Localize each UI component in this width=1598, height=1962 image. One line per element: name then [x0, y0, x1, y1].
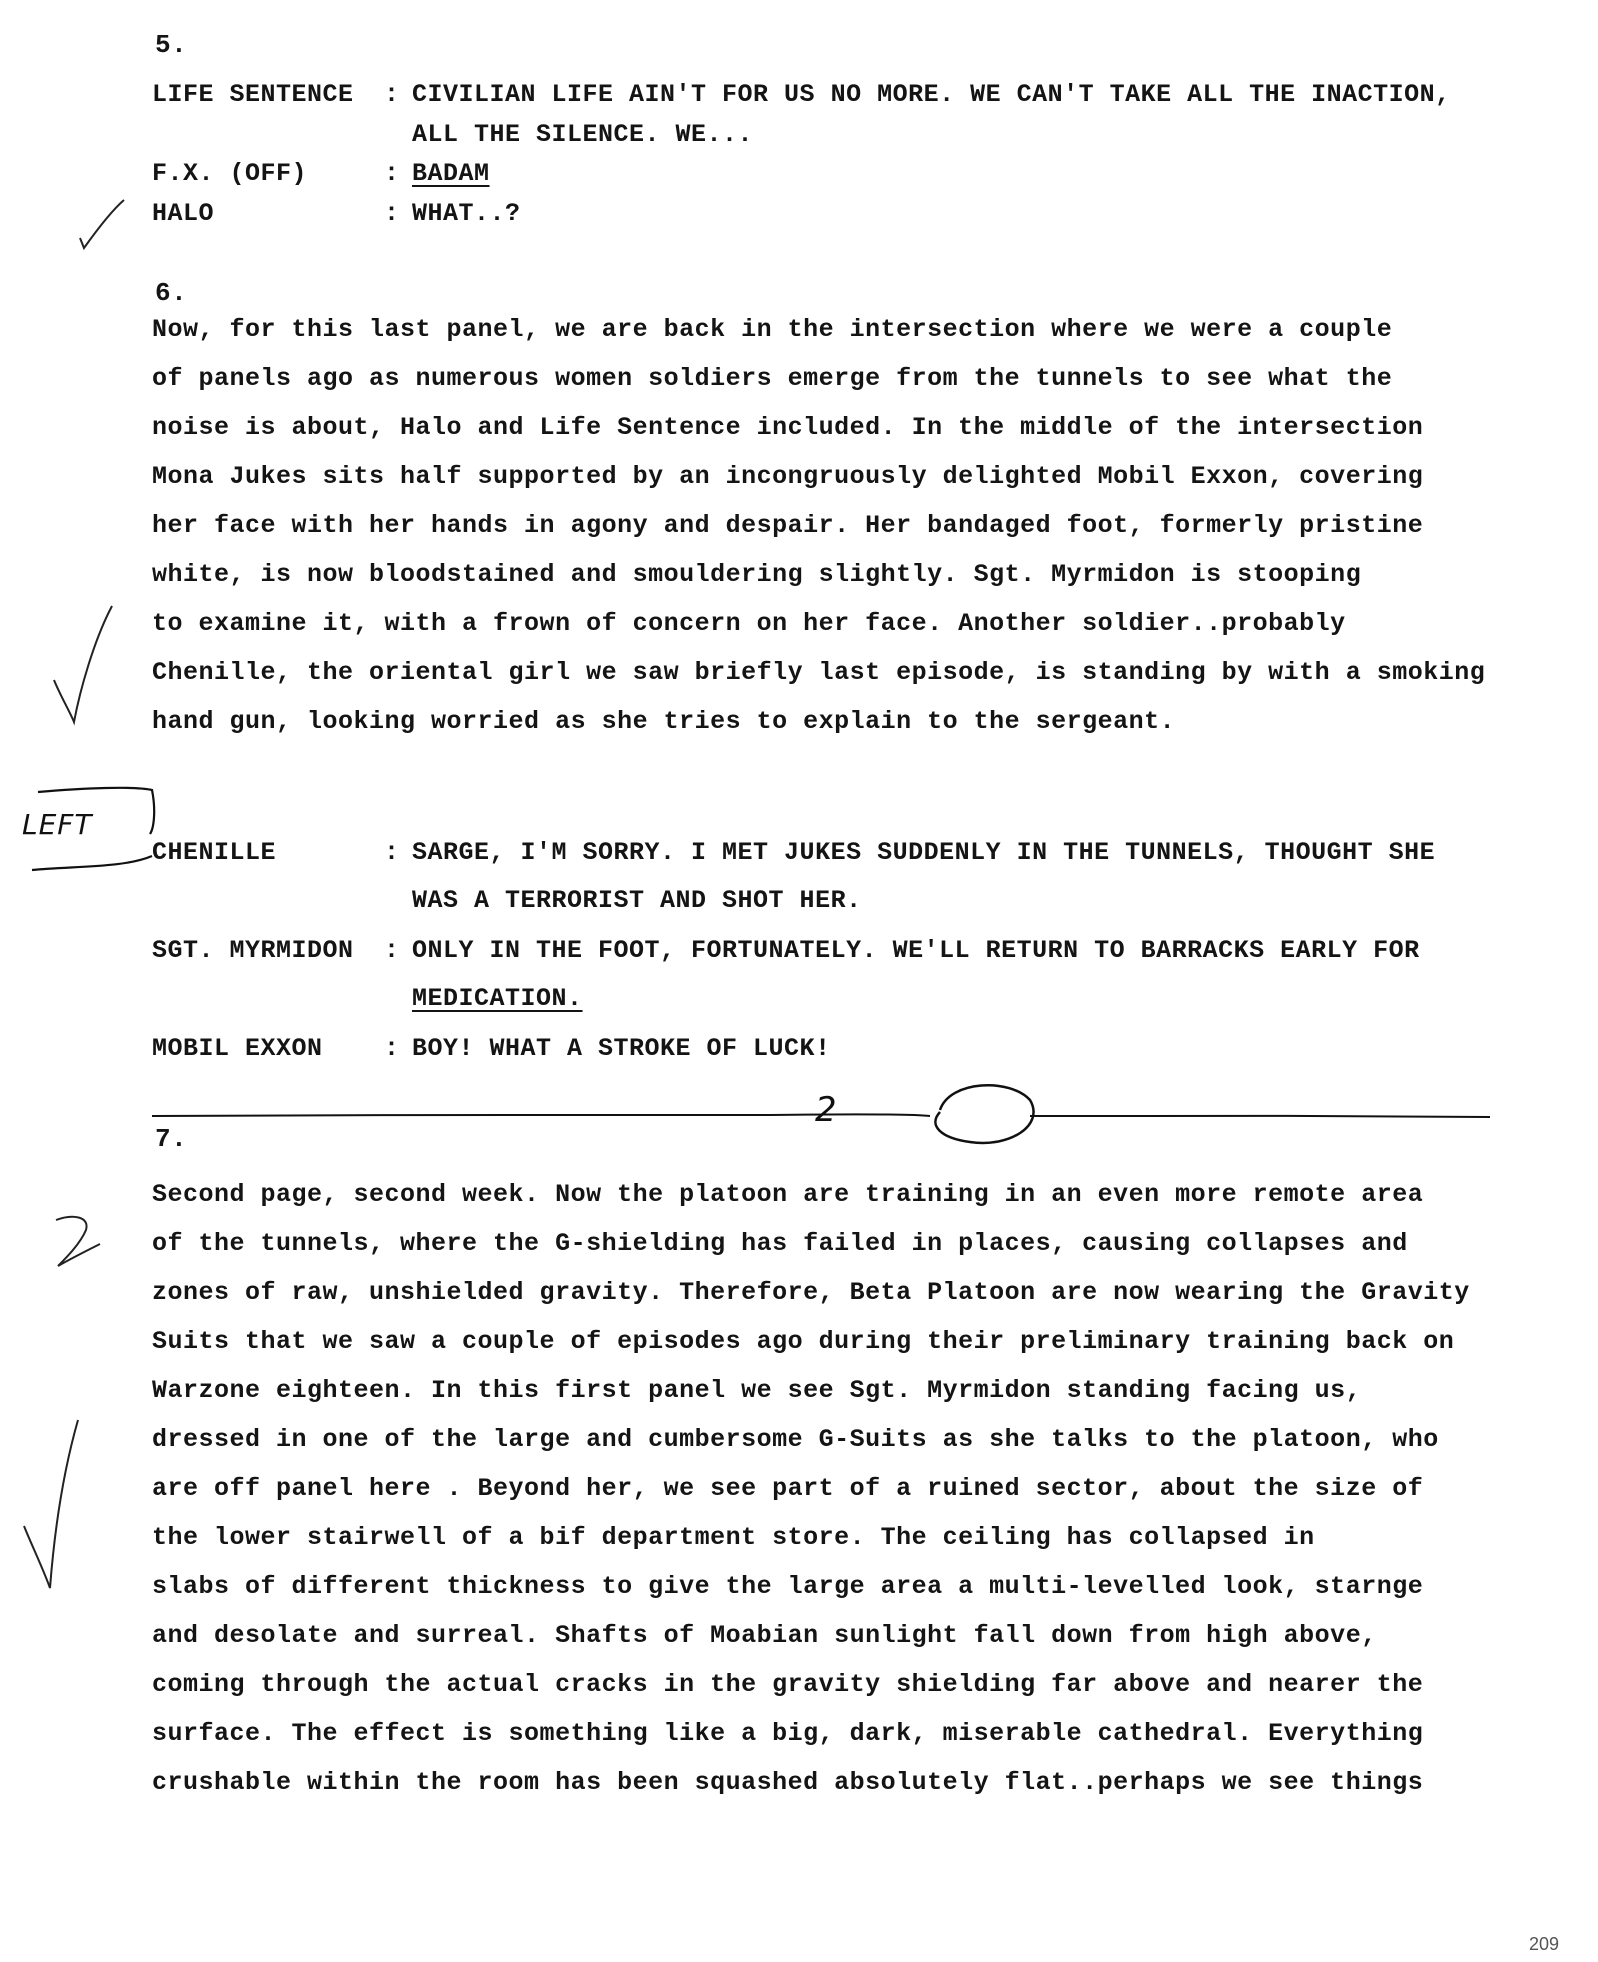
description-line: Mona Jukes sits half supported by an incongruously delighted Mobil Exxon, covering [152, 462, 1424, 491]
description-line: Chenille, the oriental girl we saw briefly last episode, is standing by with a smoking [152, 658, 1486, 687]
description-line: hand gun, looking worried as she tries to explain to the sergeant. [152, 707, 1176, 736]
speaker-colon: : [384, 838, 400, 867]
dialogue-text: BOY! WHAT A STROKE OF LUCK! [412, 1034, 831, 1063]
dialogue-continuation: ALL THE SILENCE. WE... [412, 120, 754, 149]
description-line: crushable within the room has been squashed absolutely flat..perhaps we see things [152, 1768, 1424, 1797]
description-line: dressed in one of the large and cumbersome G-Suits as she talks to the platoon, who [152, 1425, 1439, 1454]
description-line: slabs of different thickness to give the large area a multi-levelled look, starnge [152, 1572, 1424, 1601]
speaker-colon: : [384, 1034, 400, 1063]
description-line: Suits that we saw a couple of episodes ago during their preliminary training back on [152, 1327, 1455, 1356]
description-line: Second page, second week. Now the platoon are training in an even more remote area [152, 1180, 1424, 1209]
dialogue-text: SARGE, I'M SORRY. I MET JUKES SUDDENLY IN THE TUNNELS, THOUGHT SHE [412, 838, 1436, 867]
check-mark-icon [20, 1416, 80, 1596]
description-line: noise is about, Halo and Life Sentence included. In the middle of the intersection [152, 413, 1424, 442]
speaker-colon: : [384, 80, 400, 109]
speaker-name: CHENILLE [152, 838, 277, 867]
dialogue-text: ONLY IN THE FOOT, FORTUNATELY. WE'LL RETURN TO BARRACKS EARLY FOR [412, 936, 1420, 965]
speaker-name: MOBIL EXXON [152, 1034, 323, 1063]
panel-description-7 [152, 1170, 1572, 1807]
speaker-colon: : [384, 936, 400, 965]
panel-number-6: 6. [155, 278, 188, 308]
left-note: LEFT [22, 808, 93, 841]
panel-number-5: 5. [155, 30, 188, 60]
description-line: Now, for this last panel, we are back in the intersection where we were a couple [152, 315, 1393, 344]
dialogue-text: WHAT..? [412, 199, 521, 228]
description-line: of the tunnels, where the G-shielding has failed in places, causing collapses and [152, 1229, 1408, 1258]
description-line: coming through the actual cracks in the gravity shielding far above and nearer the [152, 1670, 1424, 1699]
hand-mark-icon [52, 1210, 112, 1270]
speaker-name: F.X. (OFF) [152, 159, 308, 188]
description-line: the lower stairwell of a bif department store. The ceiling has collapsed in [152, 1523, 1315, 1552]
speaker-colon: : [384, 159, 400, 188]
description-line: white, is now bloodstained and smouldering slightly. Sgt. Myrmidon is stooping [152, 560, 1362, 589]
speaker-colon: : [384, 199, 400, 228]
panel-number-7: 7. [155, 1124, 188, 1154]
dialogue-text: CIVILIAN LIFE AIN'T FOR US NO MORE. WE CAN'T TAKE ALL THE INACTION, [412, 80, 1451, 109]
dialogue-text: BADAM [412, 159, 490, 188]
dialogue-continuation: WAS A TERRORIST AND SHOT HER. [412, 886, 862, 915]
speaker-name: SGT. MYRMIDON [152, 936, 354, 965]
speaker-name: HALO [152, 199, 215, 228]
panel-description-6 [152, 305, 1572, 746]
description-line: Warzone eighteen. In this first panel we see Sgt. Myrmidon standing facing us, [152, 1376, 1362, 1405]
description-line: her face with her hands in agony and despair. Her bandaged foot, formerly pristine [152, 511, 1424, 540]
speaker-name: LIFE SENTENCE [152, 80, 354, 109]
check-mark-icon [50, 600, 120, 730]
page-break-number: 2 [815, 1090, 838, 1130]
description-line: are off panel here . Beyond her, we see part of a ruined sector, about the size of [152, 1474, 1424, 1503]
check-mark-icon [72, 196, 132, 256]
description-line: and desolate and surreal. Shafts of Moabian sunlight fall down from high above, [152, 1621, 1377, 1650]
description-line: to examine it, with a frown of concern on her face. Another soldier..probably [152, 609, 1346, 638]
description-line: surface. The effect is something like a big, dark, miserable cathedral. Everything [152, 1719, 1424, 1748]
description-line: zones of raw, unshielded gravity. Therefore, Beta Platoon are now wearing the Gravity [152, 1278, 1470, 1307]
dialogue-continuation: MEDICATION. [412, 984, 583, 1013]
page-number: 209 [1529, 1934, 1560, 1954]
description-line: of panels ago as numerous women soldiers emerge from the tunnels to see what the [152, 364, 1393, 393]
